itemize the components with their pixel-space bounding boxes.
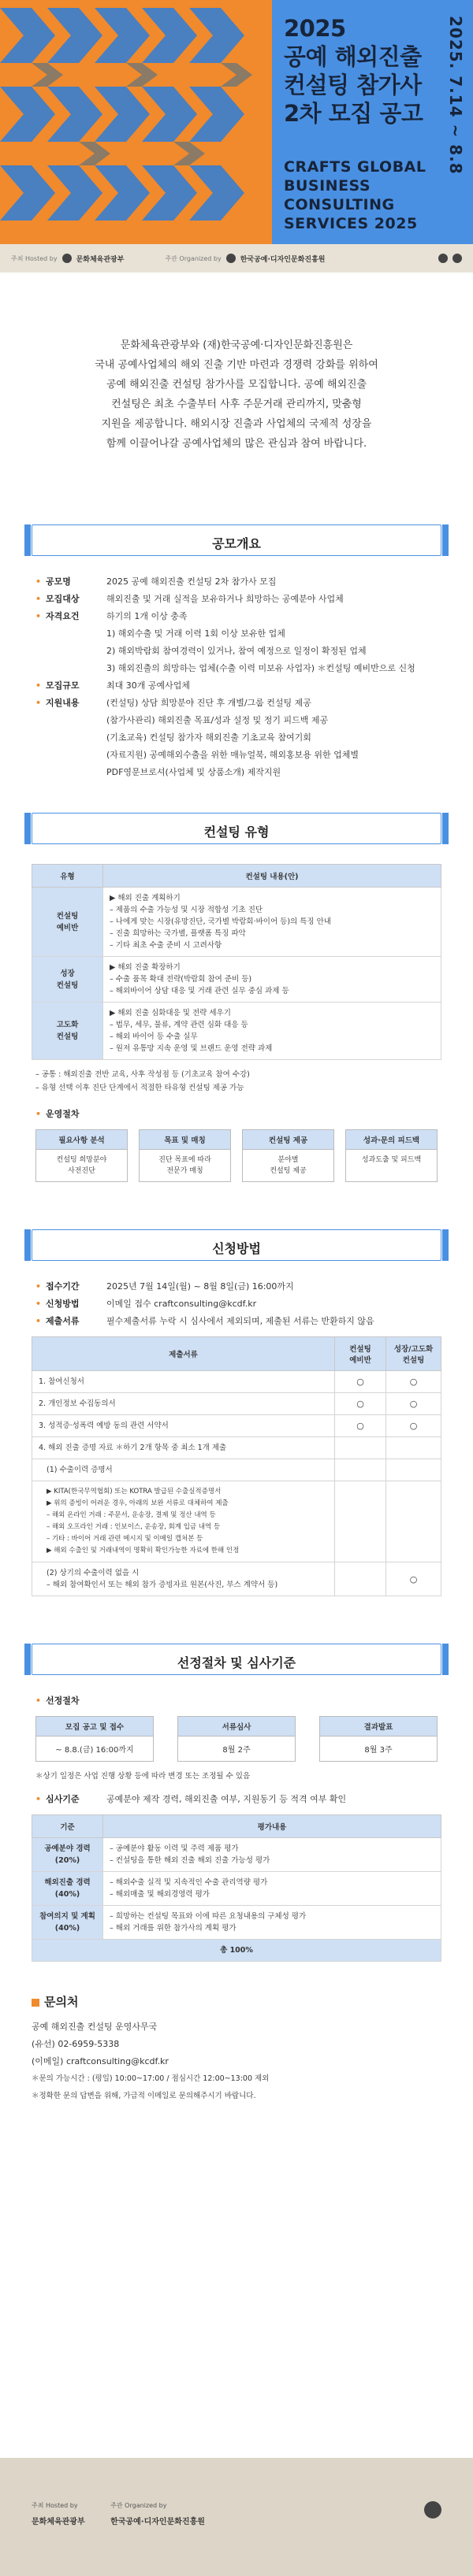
step-title: 목표 및 매칭 [140,1130,230,1150]
overview-value: 해외진출 및 거래 실적을 보유하거나 희망하는 공예분야 사업체 [106,594,344,604]
doc-name-cell: 3. 성적증·성폭력 예방 동의 관련 서약서 [32,1415,335,1437]
overview-row [35,747,438,764]
overview-key: • 모집대상 [35,591,106,608]
doc-mark-a: ○ [335,1393,386,1415]
overview-key: • 모집규모 [35,677,106,695]
table-header: 컨설팅 내용(안) [103,865,441,888]
ministry-logo-icon [62,254,72,263]
criteria-table [32,1814,441,1962]
footer-host-name: 문화체육관광부 [32,2518,85,2526]
contact-title: 문의처 [32,1993,441,2011]
type-cell: 컨설팅 예비반 [32,888,103,957]
hero-banner [0,0,473,244]
step-title: 성과·문의 피드백 [346,1130,437,1150]
doc-name-cell: 4. 해외 진출 증명 자료 ＊하기 2개 항목 중 최소 1개 제출 [32,1437,335,1459]
apply-value: 필수제출서류 누락 시 심사에서 제외되며, 제출된 서류는 반환하지 않음 [106,1316,374,1326]
table-row [32,1562,441,1596]
overview-value: 2) 해외박람회 참여경력이 있거나, 참여 예정으로 일정이 확정된 업체 [106,646,367,656]
section-header-overview [32,524,441,556]
note-line: – 유형 선택 이후 진단 단계에서 적절한 타유형 컨설팅 제공 가능 [35,1084,244,1092]
table-row [32,1481,441,1562]
overview-value: 최대 30개 공예사업체 [106,680,190,691]
overview-row [35,573,438,591]
overview-row [35,764,438,781]
overview-row [35,643,438,660]
step-title: 서류심사 [178,1717,295,1736]
table-row [32,957,441,1003]
table-row [32,1393,441,1415]
table-header: 유형 [32,865,103,888]
selection-steps [0,1716,473,1762]
note-line: – 공통 : 해외진출 전반 교육, 사후 작성점 등 (기초교육 참여 수강) [35,1070,250,1079]
doc-mark-b [386,1459,441,1481]
contact-line: 공예 해외진출 컨설팅 운영사무국 [32,2022,158,2032]
hero-title-text: 2025 공예 해외진출 컨설팅 참가사 2차 모집 공고 [284,15,423,127]
process-step [139,1129,231,1182]
overview-value: (컨설팅) 상담 희망분야 진단 후 개별/그룹 컨설팅 제공 [106,698,311,708]
table-header: 제출서류 [32,1337,335,1371]
type-cell: 고도화 컨설팅 [32,1003,103,1060]
apply-key: • 제출서류 [35,1313,106,1330]
content-cell: ▶ 해외 진출 심화대응 및 전략 세우기 – 법무, 세무, 물류, 계약 관련 심화 대응 등 – 해외 바이어 등 수출 실무 – 원저 유통망 지속 운영 및 브랜드 운영 전략 과제 [103,1003,441,1060]
hero-title [284,14,465,128]
content-cell: ▶ 해외 진출 확장하기 – 수출 품목 확대 전략(박람회 참여 준비 등) – 해외바이어 상담 대응 및 거래 관련 실무 중심 과제 등 [103,957,441,1003]
footer [0,2458,473,2576]
table-header: 성장/고도화 컨설팅 [386,1337,441,1371]
table-row [32,1872,441,1906]
doc-name-cell: 1. 참여신청서 [32,1371,335,1393]
section-header-selection [32,1644,441,1675]
process-step [35,1129,128,1182]
overview-value: 하기의 1개 이상 충족 [106,611,188,621]
table-row [32,1437,441,1459]
step-desc: 진단 목표에 따라 전문가 매칭 [158,1156,211,1175]
contact-section [0,1993,473,2105]
documents-table [32,1336,441,1596]
consulting-type-table [32,864,441,1060]
section-title: 공모개요 [212,536,261,551]
apply-row [35,1295,438,1313]
doc-name-cell: 2. 개인정보 수집동의서 [32,1393,335,1415]
table-row [32,888,441,957]
section-header-types [32,813,441,844]
content-cell: – 희망하는 컨설팅 목표와 이에 따른 요청내용의 구체성 평가 – 해외 거래를 위한 참가사의 계획 평가 [103,1906,441,1940]
overview-value: 2025 공예 해외진출 컨설팅 2차 참가사 모집 [106,576,277,587]
table-row [32,1371,441,1393]
content-cell: ▶ 해외 진출 계획하기 – 제품의 수출 가능성 및 시장 적합성 기초 진단 – 나에게 맞는 시장(유망진단, 국가별 박람회·바이어 등)의 특징 안내 – 진출 희망하는 국가별, 플랫폼 특징 파악 – 기타 최초 수출 준비 시 고려사항 [103,888,441,957]
footer-organizer-label: 주관 Organized by [110,2502,167,2509]
total-cell: 총 100% [32,1940,441,1962]
doc-mark-a [335,1481,386,1562]
doc-mark-b: ○ [386,1562,441,1596]
section-title: 신청방법 [212,1241,261,1256]
overview-value: (기초교육) 컨설팅 참가자 해외진출 기초교육 참여기회 [106,732,311,743]
step-desc: 8월 2주 [222,1746,251,1755]
overview-row [35,712,438,729]
step-title: 컨설팅 제공 [243,1130,333,1150]
overview-list [0,573,473,781]
brand-logo-icon [453,254,462,263]
criteria-cell: 공예분야 경력 (20%) [32,1838,103,1872]
table-row [32,1459,441,1481]
footer-logo-icon [424,2501,441,2519]
criteria-cell: 참여의지 및 계획 (40%) [32,1906,103,1940]
intro-text: 문화체육관광부와 (재)한국공예·디자인문화진흥원은 국내 공예사업체의 해외 진출 기반 마련과 경쟁력 강화를 위하여 공예 해외진출 컨설팅 참가사를 모집합니다. 공예 해외진출 컨설팅은 최초 수출부터 사후 주문거래 관리까지, 맞춤형 지원을 제공합니다. 해외시장 진출과 사업체의 국제적 성장을 함께 이끌어나갈 공예사업체의 많은 관심과 참여 바랍니다. [95,339,378,450]
host-name: 문화체육관광부 [76,255,125,264]
organizer-label: 주관 Organized by [165,254,222,262]
process-step [242,1129,334,1182]
host-label: 주최 Hosted by [11,254,58,262]
criteria-row [0,1791,473,1808]
overview-key: • 지원내용 [35,695,106,712]
step-desc: 컨설팅 희망분야 사전진단 [56,1156,107,1175]
criteria-cell: 해외진출 경력 (40%) [32,1872,103,1906]
table-header: 기준 [32,1815,103,1838]
doc-mark-b: ○ [386,1393,441,1415]
overview-value: 3) 해외진출의 희망하는 업체(수출 이력 미보유 사업자) ＊컨설팅 예비반으로 신청 [106,663,415,673]
selection-step [319,1716,438,1762]
overview-row [35,677,438,695]
section-title: 선정절차 및 심사기준 [177,1655,296,1670]
doc-name-cell: ▶ KITA(한국무역협회) 또는 KOTRA 발급된 수출실적증명서 ▶ 위의 증빙이 어려운 경우, 아래의 보완 서류로 대체하여 제출 – 해외 온라인 거래 : 주문서, 운송장, 결제 및 정산 내역 등 – 해외 오프라인 거래 : 인보이스, 운송장, 회계 입금 내역 등 – 기타 : 바이어 거래 관련 메시지 및 이메일 캡처본 등 ▶ 해외 수출인 및 거래내역이 명확히 확인가능한 자료에 한해 인정 [32,1481,335,1562]
doc-mark-a [335,1562,386,1596]
contact-line: (유선) 02-6959-5338 [32,2039,120,2049]
footer-host-label: 주최 Hosted by [32,2502,78,2509]
selection-process-title: • 선정절차 [0,1694,473,1707]
doc-mark-b: ○ [386,1371,441,1393]
overview-row [35,608,438,625]
organizer-name: 한국공예·디자인문화진흥원 [240,255,326,264]
section-title: 컨설팅 유형 [203,825,270,840]
hero-date: 2025. 7.14 ~ 8.8 [446,16,465,175]
step-desc: 성과도출 및 피드백 [361,1156,422,1164]
type-cell: 성장 컨설팅 [32,957,103,1003]
doc-mark-a [335,1459,386,1481]
apply-row [35,1278,438,1295]
craft-logo-icon [438,254,448,263]
apply-list [0,1278,473,1330]
overview-value: (참가사관리) 해외진출 목표/성과 설정 및 정기 피드백 제공 [106,715,329,725]
chevron-pattern-graphic [0,0,272,244]
kcdf-logo-icon [226,254,236,263]
contact-line: (이메일) craftconsulting@kcdf.kr [32,2056,169,2066]
hero-english-title: CRAFTS GLOBAL BUSINESS CONSULTING SERVICES 2025 [284,158,426,232]
step-desc: 분야별 컨설팅 제공 [270,1156,307,1175]
table-row [32,1906,441,1940]
step-title: 모집 공고 및 접수 [36,1717,153,1736]
overview-key: • 자격요건 [35,608,106,625]
process-steps [0,1129,473,1182]
process-title: • 운영절차 [0,1107,473,1120]
table-header: 컨설팅 예비반 [335,1337,386,1371]
content-cell: – 공예분야 활동 이력 및 주력 제품 평가 – 컨설팅을 통한 해외 진출 해외 진출 가능성 평가 [103,1838,441,1872]
table-header: 평가내용 [103,1815,441,1838]
doc-mark-b [386,1481,441,1562]
step-title: 결과발표 [320,1717,437,1736]
apply-value: 2025년 7월 14일(월) ~ 8월 8일(금) 16:00까지 [106,1281,294,1292]
total-row [32,1940,441,1962]
overview-row [35,660,438,677]
apply-value: 이메일 접수 craftconsulting@kcdf.kr [106,1299,257,1309]
selection-note: ＊상기 일정은 사업 진행 상황 등에 따라 변경 또는 조정될 수 있음 [35,1772,251,1781]
step-desc: ~ 8.8.(금) 16:00까지 [55,1746,134,1755]
contact-line: ＊정확한 문의 답변을 위해, 가급적 이메일로 문의해주시기 바랍니다. [32,2092,256,2100]
contact-line: ＊문의 가능시간 : (평일) 10:00~17:00 / 점심시간 12:00~13:00 제외 [32,2074,270,2083]
apply-row [35,1313,438,1330]
notes [0,1060,473,1103]
doc-mark-a: ○ [335,1371,386,1393]
organizer-bar [0,244,473,272]
pattern-graphic [0,0,272,244]
overview-value: PDF영문브로셔(사업체 및 상품소개) 제작지원 [106,767,281,777]
apply-key: • 신청방법 [35,1295,106,1313]
table-row [32,1838,441,1872]
selection-step [177,1716,296,1762]
footer-organizer-name: 한국공예·디자인문화진흥원 [110,2518,205,2526]
doc-mark-a: ○ [335,1415,386,1437]
doc-mark-a [335,1437,386,1459]
selection-step [35,1716,154,1762]
doc-name-cell: (1) 수출이력 증명서 [32,1459,335,1481]
doc-mark-b [386,1437,441,1459]
criteria-value: 공예분야 제작 경력, 해외진출 여부, 지원동기 등 적격 여부 확인 [106,1794,347,1804]
doc-name-cell: (2) 상기의 수출이력 없을 시 – 해외 참여확인서 또는 해외 참가 증빙자료 원본(사진, 부스 계약서 등) [32,1562,335,1596]
table-row [32,1415,441,1437]
overview-row [35,625,438,643]
doc-mark-b: ○ [386,1415,441,1437]
overview-row [35,591,438,608]
table-row [32,1003,441,1060]
overview-value: 1) 해외수출 및 거래 이력 1회 이상 보유한 업체 [106,628,285,639]
overview-value: (자료지원) 공예해외수출을 위한 매뉴얼북, 해외홍보용 위한 업체별 [106,750,359,760]
step-title: 필요사항 분석 [36,1130,127,1150]
apply-key: • 접수기간 [35,1278,106,1295]
overview-key: • 공모명 [35,573,106,591]
section-header-apply [32,1229,441,1261]
overview-row [35,695,438,712]
content-cell: – 해외수출 실적 및 지속적인 수출 관리역량 평가 – 해외매출 및 해외경영력 평가 [103,1872,441,1906]
criteria-key: • 심사기준 [35,1791,106,1808]
step-desc: 8월 3주 [364,1746,393,1755]
overview-row [35,729,438,747]
process-step [345,1129,438,1182]
